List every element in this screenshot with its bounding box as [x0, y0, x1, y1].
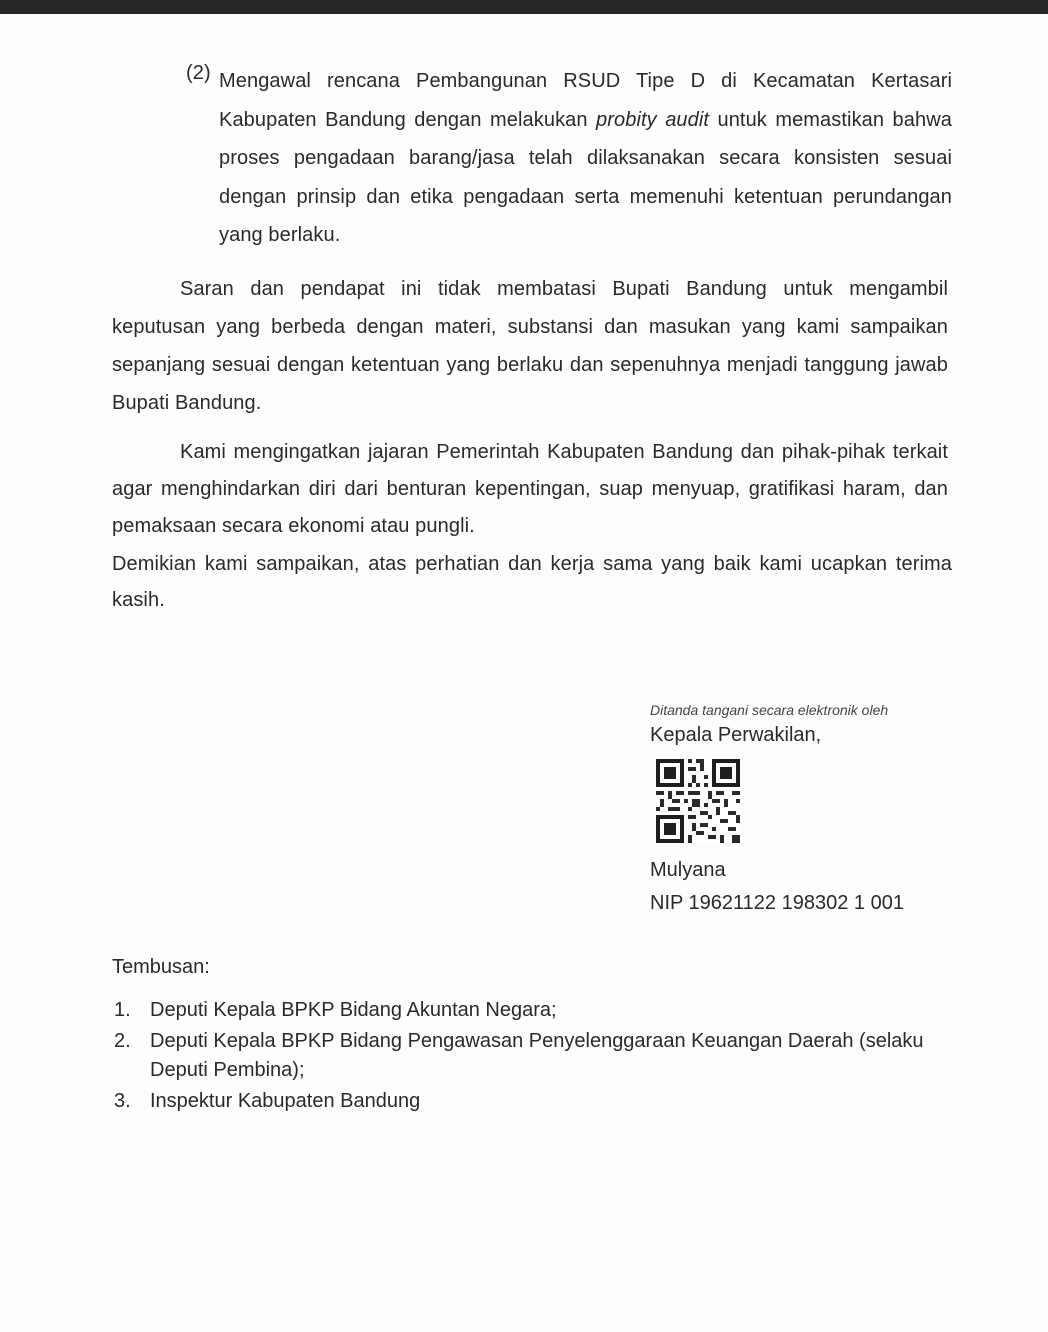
list-item-2: [186, 62, 952, 255]
list-item-body: [219, 62, 952, 255]
top-dark-bar: [0, 0, 1048, 14]
signatory-nip: NIP 19621122 198302 1 001: [650, 892, 904, 914]
signature-block: [650, 702, 950, 915]
item-text-before: Mengawal rencana Pembangunan RSUD Tipe D di Kecamatan Kertasari Kabupaten Bandung dengan melakukan: [219, 70, 952, 131]
list-item: [114, 996, 944, 1025]
list-item-text: Deputi Kepala BPKP Bidang Akuntan Negara;: [150, 999, 557, 1021]
item-text-italic: probity audit: [596, 108, 710, 131]
item-text-after: untuk memastikan bahwa proses pengadaan barang/jasa telah dilaksanakan secara konsisten sesuai dengan prinsip dan etika pengadaan serta memenuhi ketentuan perundangan yang berlaku.: [219, 108, 952, 246]
paragraph-saran: [112, 270, 948, 422]
paragraph-penutup: [112, 546, 952, 618]
tembusan-label: Tembusan:: [112, 956, 210, 978]
signature-title: Kepala Perwakilan,: [650, 724, 822, 746]
paragraph-peringatan-text: Kami mengingatkan jajaran Pemerintah Kabupaten Bandung dan pihak-pihak terkait agar menghindarkan diri dari benturan kepentingan, suap menyuap, gratifikasi haram, dan pemaksaan secara ekonomi atau pungli.: [112, 441, 948, 537]
list-item: [114, 1027, 944, 1085]
list-item-number: 1.: [114, 999, 131, 1021]
list-item: [114, 1087, 944, 1116]
document-page: [0, 14, 1048, 1332]
paragraph-penutup-text: Demikian kami sampaikan, atas perhatian dan kerja sama yang baik kami ucapkan terima kasih.: [112, 553, 952, 611]
signature-note: Ditanda tangani secara elektronik oleh: [650, 702, 889, 718]
list-item-text: Deputi Kepala BPKP Bidang Pengawasan Penyelenggaraan Keuangan Daerah (selaku Deputi Pembina);: [150, 1030, 924, 1081]
list-item-number: (2): [186, 62, 211, 84]
paragraph-saran-text: Saran dan pendapat ini tidak membatasi Bupati Bandung untuk mengambil keputusan yang berbeda dengan materi, substansi dan masukan yang kami sampaikan sepanjang sesuai dengan ketentuan yang berlaku dan sepenuhnya menjadi tanggung jawab Bupati Bandung.: [112, 278, 948, 414]
qr-code-icon: [656, 759, 740, 843]
list-item-number: 2.: [114, 1030, 131, 1052]
tembusan-list: [114, 996, 944, 1118]
list-item-text: Inspektur Kabupaten Bandung: [150, 1090, 421, 1112]
signatory-name: Mulyana: [650, 859, 726, 881]
list-item-number: 3.: [114, 1090, 131, 1112]
paragraph-peringatan: [112, 434, 948, 545]
